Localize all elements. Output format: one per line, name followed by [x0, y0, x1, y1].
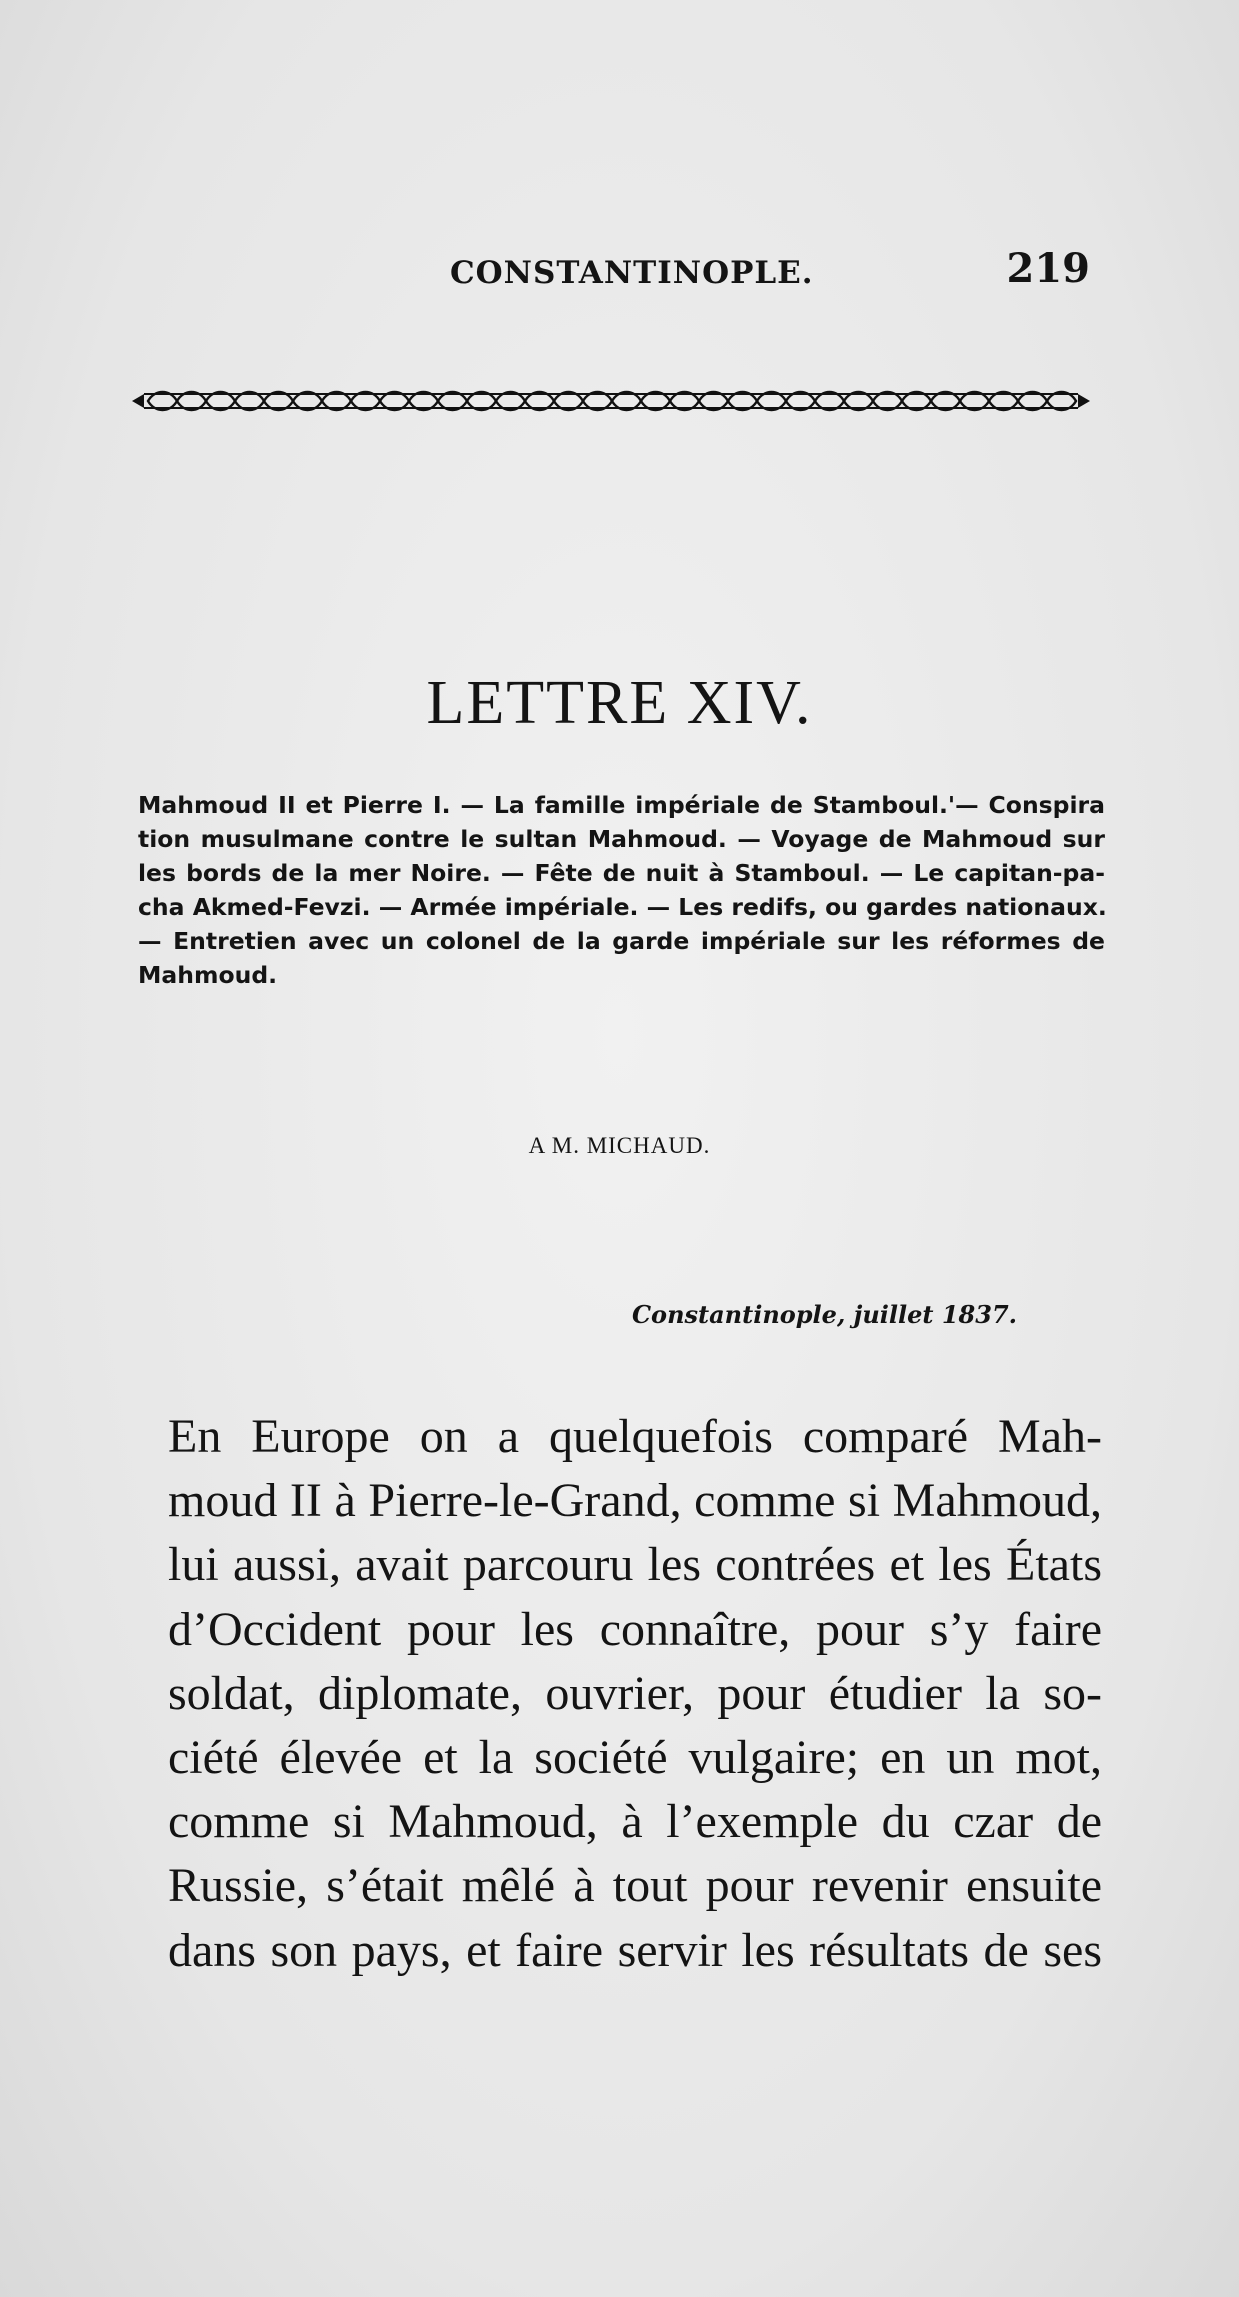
- body-line: En Europe on a quelquefois comparé Mah-: [168, 1410, 1102, 1463]
- body-line: comme si Mahmoud, à l’exemple du czar de: [168, 1795, 1102, 1849]
- summary-line: les bords de la mer Noire. — Fête de nuit à Stamboul. — Le capitan-pa-: [138, 859, 1105, 887]
- summary-line: — Entretien avec un colonel de la garde impériale sur les réformes de: [138, 927, 1105, 955]
- body-line: dans son pays, et faire servir les résultats de ses: [168, 1923, 1102, 1977]
- body-line: ciété élevée et la société vulgaire; en un mot,: [168, 1731, 1102, 1785]
- body-line: lui aussi, avait parcouru les contrées et les États: [168, 1538, 1102, 1592]
- summary-line: Mahmoud.: [138, 961, 278, 989]
- body-line: d’Occident pour les connaître, pour s’y faire: [168, 1602, 1102, 1656]
- summary-line: cha Akmed-Fevzi. — Armée impériale. — Les redifs, ou gardes nationaux.: [138, 893, 1107, 921]
- body-line: moud II à Pierre-le-Grand, comme si Mahmoud,: [168, 1474, 1102, 1528]
- dateline: Constantinople, juillet 1837.: [631, 1300, 1017, 1329]
- decorative-rule-icon: [130, 383, 1092, 419]
- page-header: [450, 245, 1090, 305]
- dedication: A M. MICHAUD.: [528, 1133, 711, 1158]
- page-number: 219: [1006, 245, 1090, 292]
- summary-line: Mahmoud II et Pierre I. — La famille impériale de Stamboul.'— Conspira: [138, 791, 1105, 819]
- chapter-summary: [138, 788, 1105, 992]
- letter-title: LETTRE XIV.: [426, 669, 813, 737]
- body-paragraph: [168, 1405, 1102, 1983]
- summary-line: tion musulmane contre le sultan Mahmoud. — Voyage de Mahmoud sur: [138, 825, 1105, 853]
- body-line: soldat, diplomate, ouvrier, pour étudier la so-: [168, 1666, 1102, 1720]
- body-line: Russie, s’était mêlé à tout pour revenir ensuite: [168, 1859, 1102, 1913]
- running-title: CONSTANTINOPLE.: [450, 255, 814, 291]
